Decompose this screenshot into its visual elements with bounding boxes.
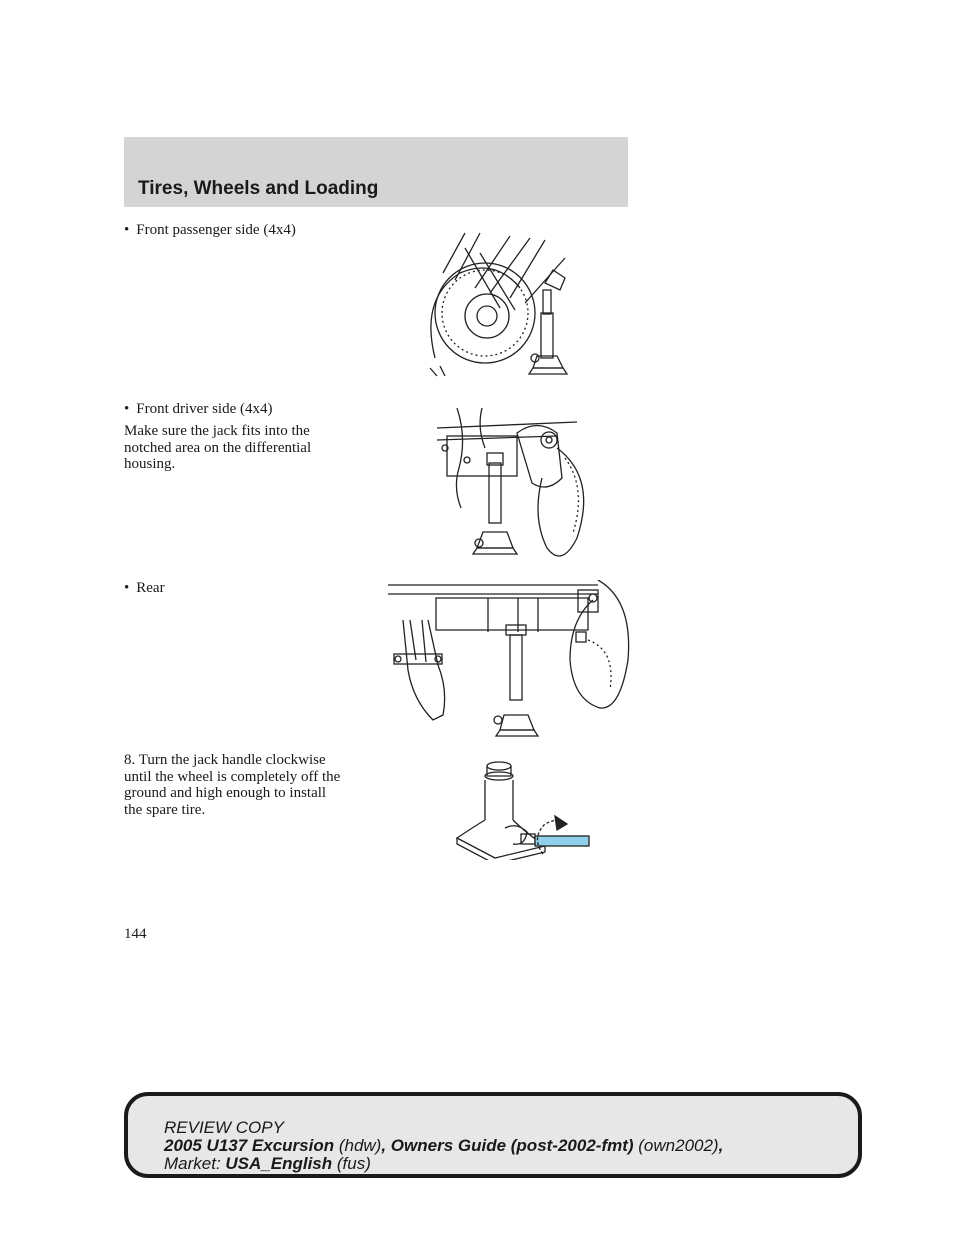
market-code: (fus) — [332, 1154, 371, 1173]
driver-note-line: housing. — [124, 456, 176, 472]
figure-rear-jack — [388, 580, 630, 740]
step-8-line: the spare tire. — [124, 801, 206, 818]
driver-note-line: notched area on the differential — [124, 439, 312, 456]
vehicle-code: (hdw) — [334, 1136, 382, 1155]
bullet-front-passenger: • Front passenger side (4x4) — [124, 222, 296, 239]
review-copy-box — [124, 1092, 862, 1178]
review-copy-label: REVIEW COPY — [164, 1118, 284, 1137]
guide-name: , Owners Guide (post-2002-fmt) — [381, 1136, 634, 1155]
step-8-line: until the wheel is completely off the — [124, 768, 341, 785]
step-8-paragraph — [124, 752, 340, 818]
bullet-front-driver: • Front driver side (4x4) — [124, 401, 273, 418]
section-title: Tires, Wheels and Loading — [138, 178, 379, 199]
page-number: 144 — [124, 926, 147, 942]
comma: , — [718, 1136, 724, 1155]
bullet-rear: • Rear — [124, 580, 165, 597]
step-8-line: 8. Turn the jack handle clockwise — [124, 752, 326, 768]
driver-note-line: Make sure the jack fits into the — [124, 423, 310, 439]
guide-code: (own2002) — [633, 1136, 719, 1155]
review-market-line — [164, 1155, 723, 1173]
market-label: Market: — [164, 1154, 226, 1173]
review-copy-text — [164, 1119, 723, 1173]
review-vehicle-line — [164, 1137, 723, 1155]
section-header-band — [124, 137, 628, 207]
market-name: USA_English — [225, 1154, 333, 1173]
step-8-line: ground and high enough to install — [124, 785, 327, 801]
vehicle-name: 2005 U137 Excursion — [164, 1136, 335, 1155]
figure-front-passenger-jack — [425, 228, 575, 380]
driver-note-paragraph — [124, 423, 311, 473]
figure-front-driver-jack — [437, 408, 589, 566]
figure-jack-handle-clockwise — [455, 758, 591, 860]
